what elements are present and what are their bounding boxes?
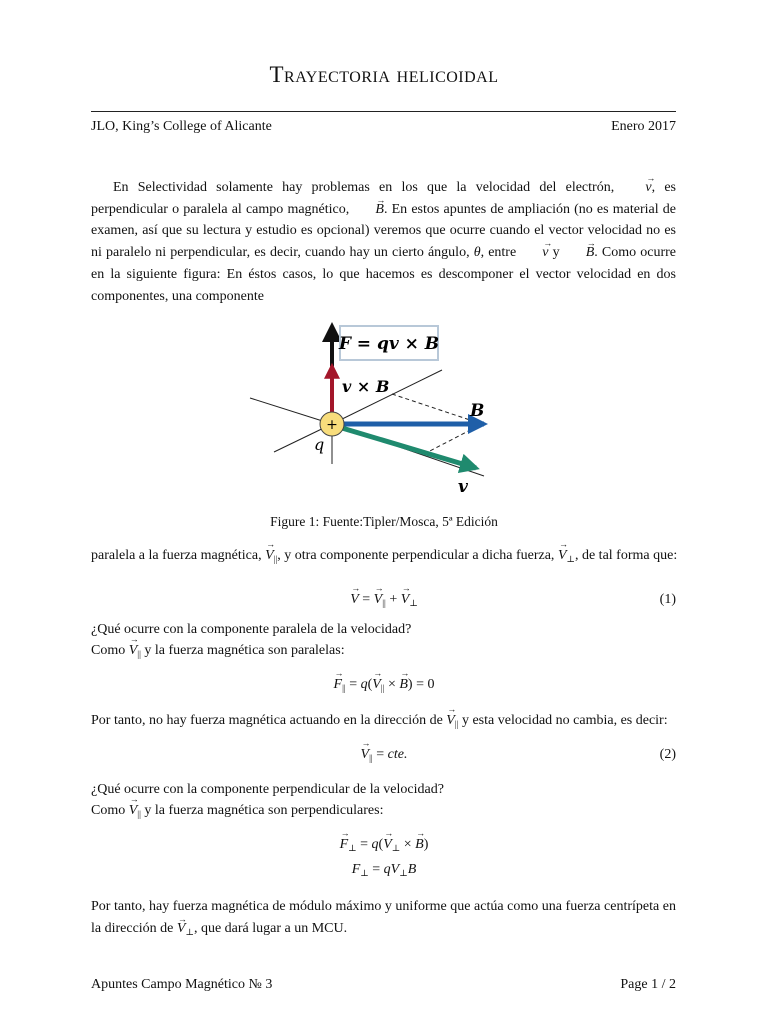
figure-caption: Figure 1: Fuente:Tipler/Mosca, 5ª Edición (270, 514, 498, 529)
paragraph-conclusion: Por tanto, hay fuerza magnética de módulo máximo y uniforme que actúa como una fuerza centrípeta en la dirección de → $V_\perp$, que dará lugar a un MCU. (91, 896, 676, 943)
cross-product-label: v × B (342, 377, 390, 396)
charge-symbol: + (326, 417, 338, 433)
question-perpendicular: ¿Qué ocurre con la componente perpendicular de la velocidad? (91, 782, 444, 797)
date: Enero 2017 (611, 119, 676, 134)
paragraph-parallel-conclusion: Por tanto, no hay fuerza magnética actuando en la dirección de → $V_{||}$ y esta velocidad no cambia, es decir: (91, 713, 668, 729)
figure-lorentz-force (244, 310, 514, 500)
equation-perpendicular-force: → $F_\perp = q(\to V_\perp$ × → B) (0, 837, 768, 854)
equation-1: → V = → $V_{||}$ + → $V_\perp$ (0, 592, 768, 609)
paper-title: Trayectoria helicoidal (269, 62, 499, 87)
force-label: F = qv × B (338, 334, 440, 354)
dashed-projection-2 (424, 424, 482, 454)
equation-2-number: (2) (659, 747, 676, 762)
footer-page-number: Page 1 / 2 (620, 977, 676, 992)
equation-2: → $V_{||}$ = cte. (0, 747, 768, 763)
equation-perpendicular-magnitude: $F_\perp = qV_\perp B$ (351, 862, 417, 878)
equation-1-number: (1) (659, 592, 676, 607)
dashed-projection-1 (392, 394, 485, 424)
b-field-label: B (470, 401, 485, 421)
velocity-arrow (342, 428, 476, 468)
velocity-label: v (458, 477, 468, 497)
author: JLO, King’s College of Alicante (91, 119, 272, 134)
paragraph-components: paralela a la fuerza magnética, → $V_{||}$, y otra componente perpendicular a dicha fuerza, → $V_\perp$, de tal forma que: (91, 548, 677, 565)
title-rule (91, 111, 676, 112)
perpendicular-statement: Como → $V_{||}$ y la fuerza magnética son perpendiculares: (91, 803, 383, 819)
footer-left: Apuntes Campo Magnético № 3 (91, 977, 273, 992)
parallel-statement: Como → $V_{||}$ y la fuerza magnética son paralelas: (91, 643, 345, 659)
question-parallel: ¿Qué ocurre con la componente paralela de la velocidad? (91, 622, 412, 637)
plane-line-upper (250, 398, 332, 424)
intro-paragraph: En Selectividad solamente hay problemas en los que la velocidad del electrón, → v, es perpendicular o paralela al campo magnético, → B. En estos apuntes de ampliación (no es material de examen, así que su lectura y estudio es opcional) veremos que ocurre cuando el vector velocidad no es ni paralelo ni perpendicular, es decir, cuando hay un cierto ángulo, θ, entre → v y → B. Como ocurre en la siguiente figura: En éstos casos, lo que hacemos es descomponer el vector velocidad en dos componentes, una componente (91, 177, 676, 307)
charge-label: q (314, 435, 325, 454)
equation-parallel-force: → $F_{||} = q(\to V_{||}$ × → B) = 0 (0, 677, 768, 693)
